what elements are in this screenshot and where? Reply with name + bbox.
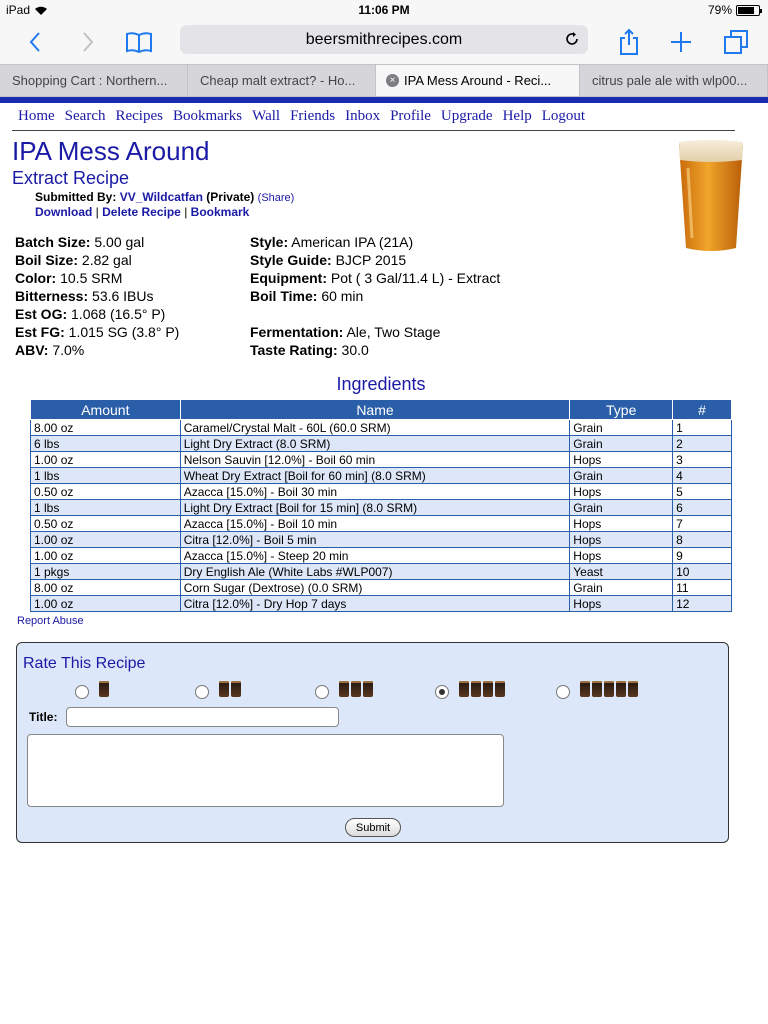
beer-mug-icon: [604, 681, 614, 697]
table-row: [31, 596, 732, 612]
nav-friends[interactable]: Friends: [290, 108, 336, 124]
cell-type: Hops: [570, 596, 673, 612]
ingredients-table: [30, 399, 732, 612]
separator: |: [95, 205, 99, 219]
nav-wall[interactable]: Wall: [252, 108, 281, 124]
cell-amount: 0.50 oz: [31, 484, 181, 500]
rating-option-5[interactable]: [556, 681, 638, 699]
nav-help[interactable]: Help: [502, 108, 532, 124]
cell-number: 4: [673, 468, 732, 484]
new-tab-icon[interactable]: [666, 27, 696, 57]
cell-type: Hops: [570, 532, 673, 548]
url-text: beersmithrecipes.com: [305, 31, 463, 48]
cell-type: Grain: [570, 420, 673, 436]
cell-amount: 8.00 oz: [31, 580, 181, 596]
rating-option-3[interactable]: [315, 681, 373, 699]
stat-fermentation: Fermentation: Ale, Two Stage: [250, 324, 441, 340]
beer-mug-icon: [339, 681, 349, 697]
col-number: #: [673, 400, 732, 420]
cell-name: Light Dry Extract (8.0 SRM): [180, 436, 570, 452]
cell-type: Grain: [570, 500, 673, 516]
nav-logout[interactable]: Logout: [541, 108, 586, 124]
cell-name: Citra [12.0%] - Boil 5 min: [180, 532, 570, 548]
tab-ipa-mess-around[interactable]: [376, 65, 580, 96]
cell-amount: 1.00 oz: [31, 452, 181, 468]
review-title-input[interactable]: [66, 707, 339, 727]
cell-name: Corn Sugar (Dextrose) (0.0 SRM): [180, 580, 570, 596]
beer-mug-icon: [459, 681, 469, 697]
stat-taste-rating: Taste Rating: 30.0: [250, 342, 369, 358]
table-row: [31, 532, 732, 548]
stat-color: Color: 10.5 SRM: [15, 270, 123, 286]
stat-boil-size: Boil Size: 2.82 gal: [15, 252, 132, 268]
table-row: [31, 500, 732, 516]
table-row: [31, 420, 732, 436]
cell-number: 6: [673, 500, 732, 516]
stats-left: [15, 233, 179, 359]
cell-amount: 1.00 oz: [31, 596, 181, 612]
rating-option-4[interactable]: [435, 681, 505, 699]
rating-radio-3[interactable]: [315, 685, 329, 699]
cell-amount: 8.00 oz: [31, 420, 181, 436]
reload-icon[interactable]: [564, 31, 580, 47]
beer-mugs-icon: [99, 681, 109, 697]
tabs-overview-icon[interactable]: [721, 27, 751, 57]
beer-mug-icon: [351, 681, 361, 697]
cell-type: Hops: [570, 484, 673, 500]
col-name: Name: [180, 400, 570, 420]
beer-mugs-icon: [459, 681, 505, 697]
separator: |: [184, 205, 188, 219]
tab-cheap-malt[interactable]: Cheap malt extract? - Ho...: [188, 65, 376, 96]
cell-amount: 6 lbs: [31, 436, 181, 452]
beer-mug-icon: [363, 681, 373, 697]
nav-inbox[interactable]: Inbox: [345, 108, 381, 124]
rating-radio-5[interactable]: [556, 685, 570, 699]
beer-mugs-icon: [219, 681, 241, 697]
cell-number: 5: [673, 484, 732, 500]
beer-glass-image: [676, 138, 746, 256]
cell-number: 2: [673, 436, 732, 452]
cell-type: Grain: [570, 468, 673, 484]
tab-label: IPA Mess Around - Reci...: [404, 73, 552, 88]
site-nav: [18, 108, 585, 125]
beer-mug-icon: [99, 681, 109, 697]
tab-shopping-cart[interactable]: Shopping Cart : Northern...: [0, 65, 188, 96]
share-link[interactable]: (Share): [257, 192, 295, 204]
beer-mugs-icon: [580, 681, 638, 697]
cell-name: Citra [12.0%] - Dry Hop 7 days: [180, 596, 570, 612]
table-row: [31, 468, 732, 484]
table-row: [31, 516, 732, 532]
cell-name: Wheat Dry Extract [Boil for 60 min] (8.0 SRM): [180, 468, 570, 484]
review-comment-textarea[interactable]: [27, 734, 504, 807]
cell-name: Caramel/Crystal Malt - 60L (60.0 SRM): [180, 420, 570, 436]
beer-mug-icon: [483, 681, 493, 697]
beer-mug-icon: [471, 681, 481, 697]
cell-number: 7: [673, 516, 732, 532]
cell-number: 9: [673, 548, 732, 564]
stat-boil-time: Boil Time: 60 min: [250, 288, 364, 304]
table-row: [31, 580, 732, 596]
nav-divider: [12, 130, 735, 131]
nav-upgrade[interactable]: Upgrade: [440, 108, 493, 124]
col-amount: Amount: [31, 400, 181, 420]
submit-button[interactable]: Submit: [345, 818, 401, 837]
ingredients-title: Ingredients: [336, 374, 426, 394]
cell-number: 12: [673, 596, 732, 612]
cell-type: Yeast: [570, 564, 673, 580]
table-row: [31, 484, 732, 500]
cell-type: Hops: [570, 516, 673, 532]
privacy-label: (Private): [206, 190, 255, 204]
bookmark-link[interactable]: Bookmark: [190, 205, 250, 219]
cell-name: Azacca [15.0%] - Boil 10 min: [180, 516, 570, 532]
cell-amount: 1 lbs: [31, 500, 181, 516]
close-tab-icon[interactable]: ×: [386, 74, 399, 87]
col-type: Type: [570, 400, 673, 420]
cell-type: Grain: [570, 580, 673, 596]
bookmarks-icon[interactable]: [124, 27, 154, 57]
back-icon[interactable]: [20, 27, 50, 57]
table-row: [31, 452, 732, 468]
table-row: [31, 564, 732, 580]
stats-right: [250, 233, 500, 359]
table-header-row: [31, 400, 732, 420]
cell-number: 3: [673, 452, 732, 468]
cell-type: Grain: [570, 436, 673, 452]
cell-name: Azacca [15.0%] - Boil 30 min: [180, 484, 570, 500]
beer-mugs-icon: [339, 681, 373, 697]
cell-amount: 1.00 oz: [31, 532, 181, 548]
delete-recipe-link[interactable]: Delete Recipe: [102, 205, 181, 219]
table-row: [31, 436, 732, 452]
rate-title: Rate This Recipe: [23, 655, 146, 672]
stat-equipment: Equipment: Pot ( 3 Gal/11.4 L) - Extract: [250, 270, 501, 286]
battery-percent: 79%: [707, 3, 732, 17]
nav-profile[interactable]: Profile: [390, 108, 431, 124]
beer-mug-icon: [592, 681, 602, 697]
beer-mug-icon: [219, 681, 229, 697]
status-bar: [0, 0, 768, 20]
beer-mug-icon: [616, 681, 626, 697]
stat-est-og: Est OG: 1.068 (16.5° P): [15, 306, 166, 322]
browser-toolbar: [0, 20, 768, 64]
stat-style-guide: Style Guide: BJCP 2015: [250, 252, 407, 268]
cell-number: 8: [673, 532, 732, 548]
share-icon[interactable]: [614, 27, 644, 57]
cell-number: 10: [673, 564, 732, 580]
cell-name: Light Dry Extract [Boil for 15 min] (8.0 SRM): [180, 500, 570, 516]
stat-abv: ABV: 7.0%: [15, 342, 85, 358]
submitted-label: Submitted By:: [35, 190, 117, 204]
stat-est-fg: Est FG: 1.015 SG (3.8° P): [15, 324, 180, 340]
cell-amount: 1 lbs: [31, 468, 181, 484]
rating-radio-2[interactable]: [195, 685, 209, 699]
table-row: [31, 548, 732, 564]
nav-recipes[interactable]: Recipes: [115, 108, 163, 124]
cell-amount: 1.00 oz: [31, 548, 181, 564]
tab-citrus-pale-ale[interactable]: citrus pale ale with wlp00...: [580, 65, 768, 96]
stat-bitterness: Bitterness: 53.6 IBUs: [15, 288, 154, 304]
nav-search[interactable]: Search: [64, 108, 106, 124]
stat-style: Style: American IPA (21A): [250, 234, 414, 250]
clock: 11:06 PM: [358, 3, 410, 17]
cell-type: Hops: [570, 548, 673, 564]
page-title: IPA Mess Around: [12, 136, 210, 166]
download-link[interactable]: Download: [35, 205, 93, 219]
report-abuse-link[interactable]: Report Abuse: [17, 615, 84, 627]
nav-bookmarks[interactable]: Bookmarks: [172, 108, 243, 124]
rating-radio-4[interactable]: [435, 685, 449, 699]
submitted-by: [35, 190, 294, 204]
cell-name: Dry English Ale (White Labs #WLP007): [180, 564, 570, 580]
beer-mug-icon: [495, 681, 505, 697]
title-label: Title:: [29, 710, 58, 724]
beer-mug-icon: [231, 681, 241, 697]
site-header-strip: [0, 97, 768, 103]
cell-name: Azacca [15.0%] - Steep 20 min: [180, 548, 570, 564]
tab-bar: [0, 64, 768, 97]
cell-number: 11: [673, 580, 732, 596]
address-bar[interactable]: [180, 25, 588, 54]
recipe-actions: [35, 205, 249, 219]
beer-mug-icon: [580, 681, 590, 697]
cell-name: Nelson Sauvin [12.0%] - Boil 60 min: [180, 452, 570, 468]
nav-home[interactable]: Home: [18, 108, 55, 124]
rating-option-1[interactable]: [75, 681, 109, 699]
beer-mug-icon: [628, 681, 638, 697]
cell-number: 1: [673, 420, 732, 436]
battery-icon: [736, 5, 760, 16]
rate-recipe-panel: [16, 642, 729, 843]
cell-amount: 0.50 oz: [31, 516, 181, 532]
rating-option-2[interactable]: [195, 681, 241, 699]
forward-icon[interactable]: [73, 27, 103, 57]
user-link[interactable]: VV_Wildcatfan: [119, 190, 203, 204]
stat-batch-size: Batch Size: 5.00 gal: [15, 234, 145, 250]
rating-radio-1[interactable]: [75, 685, 89, 699]
cell-type: Hops: [570, 452, 673, 468]
cell-amount: 1 pkgs: [31, 564, 181, 580]
recipe-type: Extract Recipe: [12, 168, 130, 188]
device-name: iPad: [6, 3, 31, 17]
stat-blank: [250, 305, 500, 323]
